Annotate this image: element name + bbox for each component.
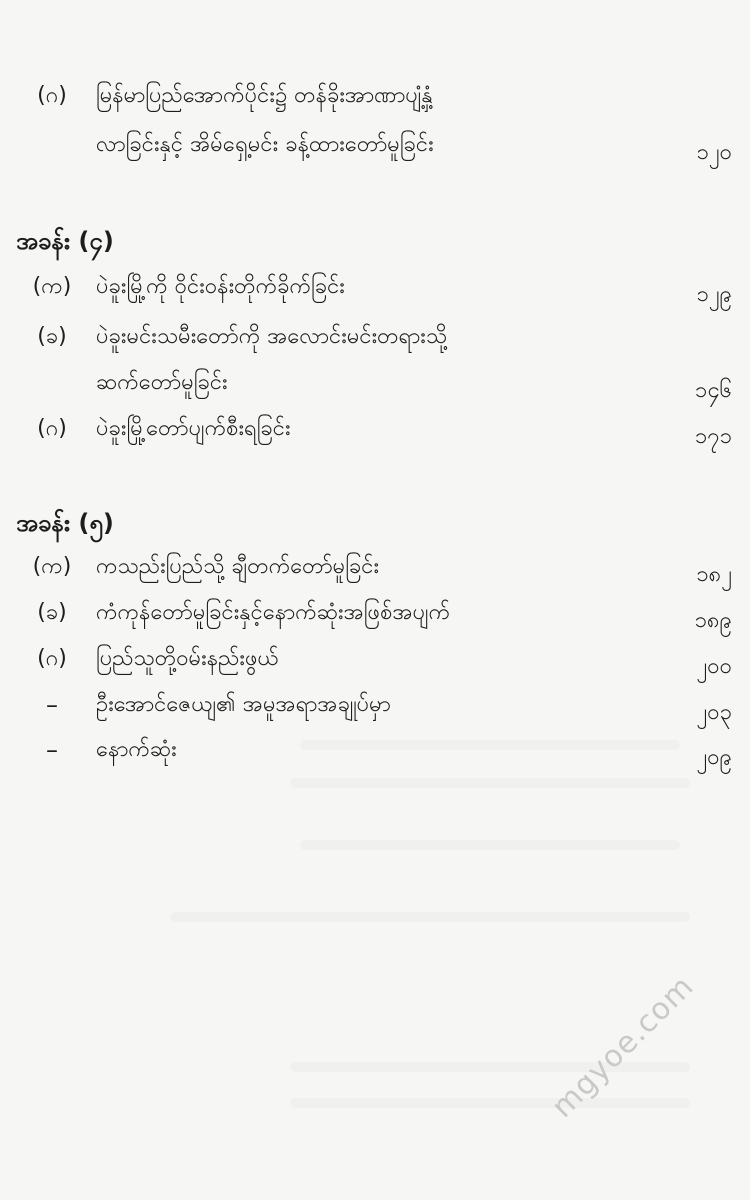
entry-dash: – [46,691,58,719]
entry-title: မြန်မာပြည်အောက်ပိုင်း၌ တန်ခိုးအာဏာပျံ့နှံ့ [96,83,433,108]
entry-title: ကသည်းပြည်သို့ ချီတက်တော်မူခြင်း [96,554,380,579]
toc-entry [0,636,750,686]
show-through-line [300,740,680,750]
entry-page-number: ၁၂၀ [696,140,732,165]
entry-marker: (ဂ) [37,416,67,441]
entry-marker: (ဂ) [37,646,67,671]
show-through-line [170,912,690,922]
entry-page-number: ၁၂၉ [696,282,732,307]
entry-page-number: ၁၈၂ [696,562,732,587]
entry-page-number: ၁၄၆ [694,378,732,403]
entry-title: နောက်ဆုံး [96,737,177,762]
entry-title: ကံကုန်တော်မူခြင်းနှင့်နောက်ဆုံးအဖြစ်အပျက် [96,600,451,625]
entry-page-number: ၂၀၀ [696,654,732,679]
entry-dash: – [46,736,58,764]
entry-marker: (ခ) [37,600,67,625]
toc-entry-continuation [0,122,750,172]
entry-page-number: ၁၇၁ [694,424,732,449]
entry-title-continued: လာခြင်းနှင့် အိမ်ရှေ့မင်း ခန့်ထားတော်မူခြင်း [96,132,434,157]
entry-title: ပြည်သူတို့ဝမ်းနည်းဖွယ် [96,646,279,671]
toc-entry [0,73,750,123]
entry-title: ပဲခူးမင်းသမီးတော်ကို အလောင်းမင်းတရားသို့ [96,324,448,349]
show-through-line [300,840,680,850]
toc-entry [0,682,750,732]
entry-marker: (က) [32,274,72,299]
toc-entry [0,727,750,777]
entry-title-continued: ဆက်တော်မူခြင်း [96,370,228,395]
entry-page-number: ၂၀၃ [696,700,732,725]
toc-entry [0,314,750,364]
entry-page-number: ၁၈၉ [694,608,732,633]
toc-entry [0,544,750,594]
toc-entry [0,406,750,456]
toc-entry-continuation [0,360,750,410]
chapter-heading: အခန်း (၅) [16,509,114,537]
entry-page-number: ၂၀၉ [696,745,732,770]
entry-marker: (ခ) [37,324,67,349]
show-through-line [290,1098,690,1108]
toc-entry [0,590,750,640]
entry-marker: (က) [32,554,72,579]
show-through-line [290,778,690,788]
entry-title: ပဲခူးမြို့ကို ဝိုင်းဝန်းတိုက်ခိုက်ခြင်း [96,274,345,299]
chapter-heading: အခန်း (၄) [16,227,114,255]
entry-title: ဦးအောင်ဇေယျ၏ အမူအရာအချုပ်မှာ [96,692,391,717]
site-watermark: mgyoe.com [545,968,701,1125]
entry-title: ပဲခူးမြို့တော်ပျက်စီးရခြင်း [96,416,291,441]
entry-marker: (ဂ) [37,83,67,108]
toc-entry [0,264,750,314]
